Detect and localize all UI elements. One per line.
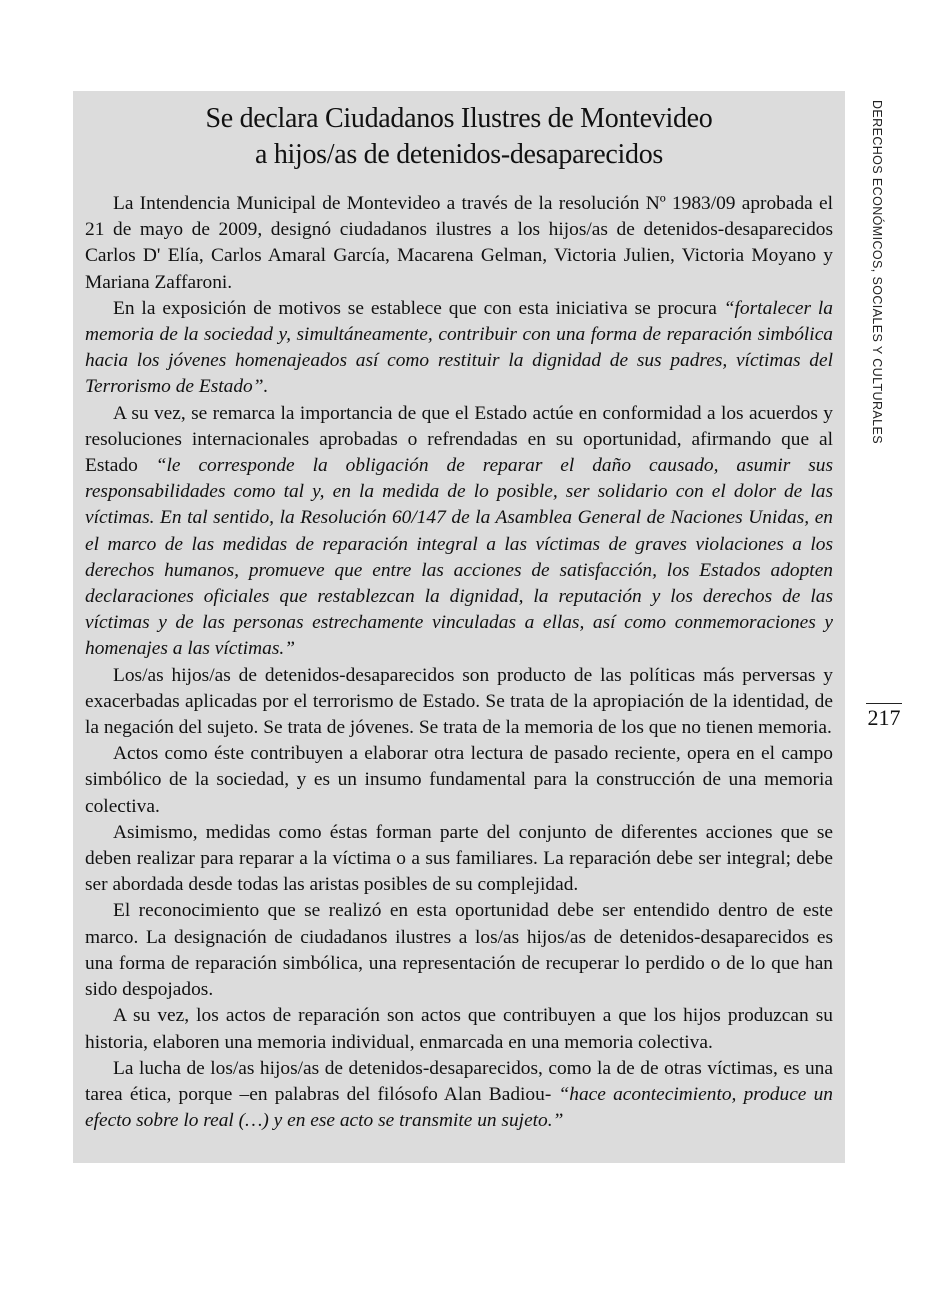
title-line-1: Se declara Ciudadanos Ilustres de Montevideo <box>205 103 713 134</box>
paragraph-3-text: A su vez, se remarca la importancia de que el Estado actúe en conformidad a los acuerdos y resoluciones internacionales aprobadas o refrendadas en su oportunidad, afirmando que al Estado <box>85 402 833 477</box>
paragraph-1: La Intendencia Municipal de Montevideo a través de la resolución Nº 1983/09 aprobada el 21 de mayo de 2009, designó ciudadanos ilustres a los hijos/as de detenidos-desaparecidos Carlos D' Elía, Carlos Amaral García, Macarena Gelman, Victoria Julien, Victoria Moyano y Mariana Zaffaroni. <box>85 193 833 293</box>
paragraph-2-text: En la exposición de motivos se establece que con esta iniciativa se procura <box>113 297 724 319</box>
page-number-rule <box>866 703 902 704</box>
paragraph-7: El reconocimiento que se realizó en esta oportunidad debe ser entendido dentro de este marco. La designación de ciudadanos ilustres a los/as hijos/as de detenidos-desaparecidos es una forma de reparación simbólica, una representación de recuperar lo perdido o de lo que han sido despojados. <box>85 900 833 1001</box>
paragraph-2-quote: “fortalecer la memoria de la sociedad y, simultáneamente, contribuir con una forma de reparación simbólica hacia los jóvenes homenajeados así como restituir la dignidad de sus padres, víctimas del Terrorismo de Estado”. <box>85 297 833 398</box>
paragraph-3-quote: “le corresponde la obligación de reparar el daño causado, asumir sus responsabilidades como tal y, en la medida de lo posible, ser solidario con el dolor de las víctimas. En tal sentido, la Resolución 60/147 de la Asamblea General de Naciones Unidas, en el marco de las medidas de reparación integral a las víctimas de graves violaciones a los derechos humanos, promueve que entre las acciones de satisfacción, los Estados adopten declaraciones oficiales que restablezcan la dignidad, la reputación y los derechos de las víctimas y de las personas estrechamente vinculadas a ellas, así como conmemoraciones y homenajes a las víctimas.” <box>85 455 833 660</box>
paragraph-9-text: La lucha de los/as hijos/as de detenidos-desaparecidos, como la de de otras víctimas, es una tarea ética, porque –en palabras del filósofo Alan Badiou- <box>85 1057 833 1105</box>
paragraph-2 <box>85 296 833 401</box>
running-section-label: DERECHOS ECONÓMICOS, SOCIALES Y CULTURALES <box>870 100 884 444</box>
title-line-2: a hijos/as de detenidos-desaparecidos <box>255 139 663 170</box>
paragraph-9 <box>85 1056 833 1135</box>
paragraph-4: Los/as hijos/as de detenidos-desaparecidos son producto de las políticas más perversas y exacerbadas aplicadas por el terrorismo de Estado. Se trata de la apropiación de la identidad, de la negación del sujeto. Se trata de jóvenes. Se trata de la memoria de los que no tienen memoria. <box>85 664 833 739</box>
paragraph-6: Asimismo, medidas como éstas forman parte del conjunto de diferentes acciones que se deben realizar para reparar a la víctima o a sus familiares. La reparación debe ser integral; debe ser abordada desde todas las aristas posibles de su complejidad. <box>85 821 833 896</box>
article-body <box>85 191 833 1134</box>
paragraph-3 <box>85 401 833 663</box>
page-number: 217 <box>867 705 901 730</box>
paragraph-5: Actos como éste contribuyen a elaborar otra lectura de pasado reciente, opera en el campo simbólico de la sociedad, y es un insumo fundamental para la construcción de una memoria colectiva. <box>85 743 833 817</box>
paragraph-8: A su vez, los actos de reparación son actos que contribuyen a que los hijos produzcan su historia, elaboren una memoria individual, enmarcada en una memoria colectiva. <box>85 1005 833 1053</box>
paragraph-9-quote: “hace acontecimiento, produce un efecto sobre lo real (…) y en ese acto se transmite un sujeto.” <box>85 1083 833 1132</box>
article-title <box>85 101 833 173</box>
article-box <box>73 91 845 1163</box>
